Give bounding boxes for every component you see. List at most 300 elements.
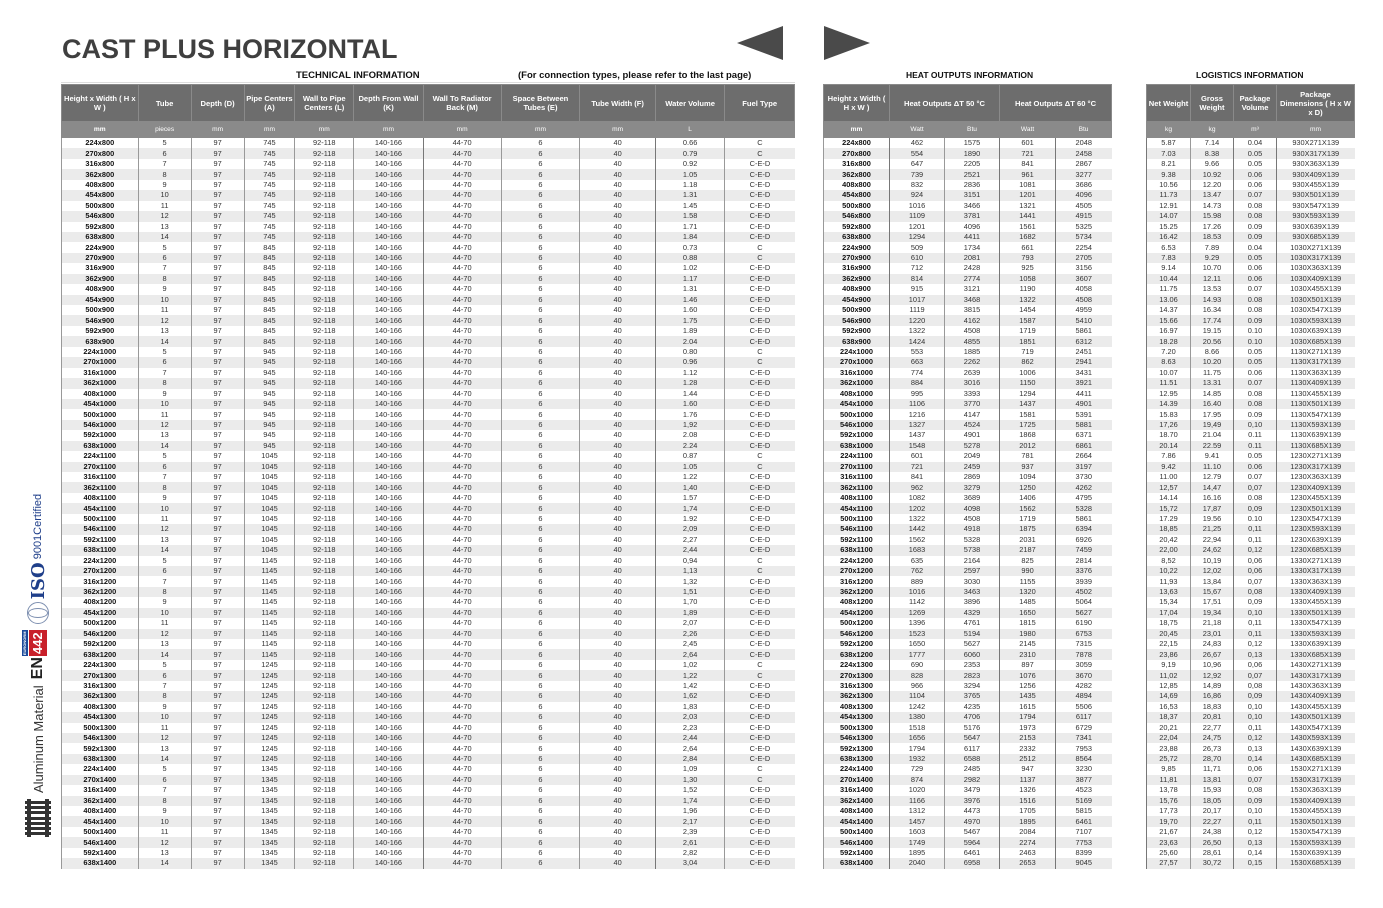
table-row	[62, 180, 795, 190]
table-row	[62, 806, 795, 816]
gross-weight-cell: 10,19	[1191, 556, 1234, 566]
size-cell: 500x800	[824, 201, 890, 211]
package-dimensions-cell: 930X639X139	[1277, 222, 1355, 232]
space-between-cell: 6	[501, 389, 580, 399]
package-volume-cell: 0,12	[1234, 545, 1277, 555]
fuel-type-cell: C	[725, 347, 795, 357]
table-row	[824, 743, 1112, 753]
watt-60-cell: 1256	[1000, 681, 1056, 691]
table-row	[62, 566, 795, 576]
wall-to-pipe-cell: 92-118	[295, 253, 354, 263]
fuel-type-cell: C-E-D	[725, 733, 795, 743]
gross-weight-cell: 14.93	[1191, 295, 1234, 305]
wall-to-pipe-cell: 92-118	[295, 295, 354, 305]
depth-cell: 97	[191, 295, 244, 305]
depth-cell: 97	[191, 639, 244, 649]
watt-60-cell: 1437	[1000, 399, 1056, 409]
table-row	[824, 274, 1112, 284]
wall-to-back-cell: 44-70	[423, 597, 501, 607]
package-volume-cell: 0,09	[1234, 796, 1277, 806]
pipe-centers-cell: 1345	[244, 764, 295, 774]
table-row	[62, 169, 795, 179]
fuel-type-cell: C-E-D	[725, 723, 795, 733]
space-between-cell: 6	[501, 649, 580, 659]
depth-from-wall-cell: 140-166	[354, 378, 424, 388]
size-cell: 316x800	[824, 159, 890, 169]
tube-width-cell: 40	[580, 524, 655, 534]
wall-to-pipe-cell: 92-118	[295, 785, 354, 795]
watt-60-cell: 1081	[1000, 180, 1056, 190]
tube-width-cell: 40	[580, 211, 655, 221]
table-row	[824, 253, 1112, 263]
size-cell: 316x1100	[824, 472, 890, 482]
wall-to-pipe-cell: 92-118	[295, 482, 354, 492]
unit-header: mm	[244, 122, 295, 138]
column-header: Net Weight	[1147, 85, 1191, 122]
space-between-cell: 6	[501, 587, 580, 597]
net-weight-cell: 10,22	[1147, 566, 1191, 576]
package-dimensions-cell: 930X547X139	[1277, 201, 1355, 211]
wall-to-pipe-cell: 92-118	[295, 389, 354, 399]
pipe-centers-cell: 1145	[244, 597, 295, 607]
depth-cell: 97	[191, 159, 244, 169]
package-volume-cell: 0.05	[1234, 347, 1277, 357]
depth-from-wall-cell: 140-166	[354, 389, 424, 399]
btu-60-cell: 4505	[1056, 201, 1112, 211]
net-weight-cell: 9.42	[1147, 462, 1191, 472]
table-row	[62, 462, 795, 472]
size-cell: 224x1200	[824, 556, 890, 566]
wall-to-pipe-cell: 92-118	[295, 472, 354, 482]
previous-page-arrow-icon[interactable]	[737, 26, 783, 60]
fuel-type-cell: C-E-D	[725, 263, 795, 273]
btu-50-cell: 2459	[945, 462, 1000, 472]
wall-to-pipe-cell: 92-118	[295, 816, 354, 826]
btu-50-cell: 2049	[945, 451, 1000, 461]
depth-from-wall-cell: 140-166	[354, 222, 424, 232]
watt-50-cell: 1220	[890, 315, 945, 325]
wall-to-back-cell: 44-70	[423, 305, 501, 315]
btu-50-cell: 1734	[945, 242, 1000, 252]
space-between-cell: 6	[501, 785, 580, 795]
fuel-type-cell: C-E-D	[725, 399, 795, 409]
space-between-cell: 6	[501, 253, 580, 263]
tube-width-cell: 40	[580, 336, 655, 346]
depth-cell: 97	[191, 462, 244, 472]
column-header: Height x Width ( H x W )	[62, 85, 139, 122]
table-row	[824, 764, 1112, 774]
wall-to-pipe-cell: 92-118	[295, 514, 354, 524]
btu-60-cell: 5506	[1056, 702, 1112, 712]
watt-50-cell: 690	[890, 660, 945, 670]
fuel-type-cell: C-E-D	[725, 232, 795, 242]
next-page-arrow-icon[interactable]	[824, 26, 870, 60]
fuel-type-cell: C	[725, 451, 795, 461]
tube-cell: 13	[138, 535, 191, 545]
table-row	[824, 608, 1112, 618]
water-volume-cell: 1,30	[655, 775, 725, 785]
btu-50-cell: 3030	[945, 576, 1000, 586]
package-dimensions-cell: 930X685X139	[1277, 232, 1355, 242]
depth-from-wall-cell: 140-166	[354, 629, 424, 639]
size-cell: 454x800	[824, 190, 890, 200]
fuel-type-cell: C-E-D	[725, 806, 795, 816]
btu-60-cell: 5734	[1056, 232, 1112, 242]
size-cell: 638x1200	[62, 649, 139, 659]
table-row	[1147, 347, 1355, 357]
tube-width-cell: 40	[580, 576, 655, 586]
space-between-cell: 6	[501, 295, 580, 305]
table-row	[62, 326, 795, 336]
fuel-type-cell: C-E-D	[725, 837, 795, 847]
depth-from-wall-cell: 140-166	[354, 357, 424, 367]
gross-weight-cell: 22,77	[1191, 723, 1234, 733]
fuel-type-cell: C-E-D	[725, 681, 795, 691]
btu-60-cell: 5815	[1056, 806, 1112, 816]
watt-60-cell: 2084	[1000, 827, 1056, 837]
gross-weight-cell: 14,47	[1191, 482, 1234, 492]
depth-cell: 97	[191, 681, 244, 691]
tube-cell: 8	[138, 691, 191, 701]
water-volume-cell: 1,32	[655, 576, 725, 586]
wall-to-pipe-cell: 92-118	[295, 347, 354, 357]
table-row	[1147, 357, 1355, 367]
size-cell: 224x1100	[824, 451, 890, 461]
fuel-type-cell: C-E-D	[725, 712, 795, 722]
watt-50-cell: 1322	[890, 326, 945, 336]
wall-to-pipe-cell: 92-118	[295, 159, 354, 169]
table-row	[1147, 670, 1355, 680]
net-weight-cell: 13.06	[1147, 295, 1191, 305]
wall-to-back-cell: 44-70	[423, 816, 501, 826]
gross-weight-cell: 16.34	[1191, 305, 1234, 315]
tube-cell: 5	[138, 764, 191, 774]
pipe-centers-cell: 1345	[244, 837, 295, 847]
watt-60-cell: 947	[1000, 764, 1056, 774]
depth-from-wall-cell: 140-166	[354, 284, 424, 294]
depth-from-wall-cell: 140-166	[354, 587, 424, 597]
table-row	[824, 357, 1112, 367]
size-cell: 270x900	[824, 253, 890, 263]
wall-to-back-cell: 44-70	[423, 545, 501, 555]
gross-weight-cell: 17,87	[1191, 503, 1234, 513]
table-row	[1147, 524, 1355, 534]
wall-to-pipe-cell: 92-118	[295, 775, 354, 785]
water-volume-cell: 2.08	[655, 430, 725, 440]
size-cell: 270x1200	[824, 566, 890, 576]
depth-cell: 97	[191, 222, 244, 232]
pipe-centers-cell: 945	[244, 430, 295, 440]
space-between-cell: 6	[501, 190, 580, 200]
tube-width-cell: 40	[580, 858, 655, 868]
water-volume-cell: 2,26	[655, 629, 725, 639]
fuel-type-cell: C-E-D	[725, 190, 795, 200]
package-volume-cell: 0,12	[1234, 639, 1277, 649]
watt-50-cell: 721	[890, 462, 945, 472]
water-volume-cell: 1.57	[655, 493, 725, 503]
size-cell: 592x1400	[62, 848, 139, 858]
watt-60-cell: 1815	[1000, 618, 1056, 628]
pipe-centers-cell: 1245	[244, 681, 295, 691]
btu-60-cell: 4894	[1056, 691, 1112, 701]
package-volume-cell: 0.06	[1234, 169, 1277, 179]
watt-60-cell: 1895	[1000, 816, 1056, 826]
pipe-centers-cell: 745	[244, 211, 295, 221]
size-cell: 408x1300	[62, 702, 139, 712]
btu-50-cell: 2639	[945, 368, 1000, 378]
tube-cell: 8	[138, 274, 191, 284]
btu-50-cell: 5964	[945, 837, 1000, 847]
pipe-centers-cell: 845	[244, 284, 295, 294]
btu-50-cell: 5176	[945, 723, 1000, 733]
btu-60-cell: 5169	[1056, 796, 1112, 806]
net-weight-cell: 15,72	[1147, 503, 1191, 513]
size-cell: 592x1100	[62, 535, 139, 545]
btu-60-cell: 2664	[1056, 451, 1112, 461]
watt-50-cell: 962	[890, 482, 945, 492]
table-row	[1147, 159, 1355, 169]
size-cell: 592x1300	[62, 743, 139, 753]
btu-60-cell: 6190	[1056, 618, 1112, 628]
wall-to-back-cell: 44-70	[423, 138, 501, 149]
package-dimensions-cell: 1030X409X139	[1277, 274, 1355, 284]
depth-from-wall-cell: 140-166	[354, 482, 424, 492]
net-weight-cell: 11.73	[1147, 190, 1191, 200]
depth-from-wall-cell: 140-166	[354, 430, 424, 440]
pipe-centers-cell: 1345	[244, 858, 295, 868]
btu-50-cell: 2353	[945, 660, 1000, 670]
fuel-type-cell: C	[725, 764, 795, 774]
watt-50-cell: 924	[890, 190, 945, 200]
package-dimensions-cell: 1130X317X139	[1277, 357, 1355, 367]
depth-from-wall-cell: 140-166	[354, 712, 424, 722]
tube-width-cell: 40	[580, 326, 655, 336]
water-volume-cell: 2,23	[655, 723, 725, 733]
package-dimensions-cell: 1230X455X139	[1277, 493, 1355, 503]
watt-60-cell: 1719	[1000, 326, 1056, 336]
space-between-cell: 6	[501, 462, 580, 472]
btu-60-cell: 3277	[1056, 169, 1112, 179]
table-row	[824, 190, 1112, 200]
depth-from-wall-cell: 140-166	[354, 420, 424, 430]
wall-to-back-cell: 44-70	[423, 796, 501, 806]
wall-to-pipe-cell: 92-118	[295, 733, 354, 743]
table-row	[1147, 253, 1355, 263]
btu-60-cell: 2705	[1056, 253, 1112, 263]
wall-to-pipe-cell: 92-118	[295, 566, 354, 576]
watt-60-cell: 1615	[1000, 702, 1056, 712]
tube-cell: 9	[138, 284, 191, 294]
water-volume-cell: 1.60	[655, 399, 725, 409]
package-dimensions-cell: 930X363X139	[1277, 159, 1355, 169]
tube-cell: 10	[138, 190, 191, 200]
watt-60-cell: 2031	[1000, 535, 1056, 545]
size-cell: 270x1300	[62, 670, 139, 680]
gross-weight-cell: 13.47	[1191, 190, 1234, 200]
gross-weight-cell: 10.20	[1191, 357, 1234, 367]
size-cell: 224x1400	[62, 764, 139, 774]
tube-cell: 8	[138, 796, 191, 806]
gross-weight-cell: 16,86	[1191, 691, 1234, 701]
btu-50-cell: 2823	[945, 670, 1000, 680]
package-dimensions-cell: 1130X593X139	[1277, 420, 1355, 430]
btu-50-cell: 4235	[945, 702, 1000, 712]
water-volume-cell: 1,51	[655, 587, 725, 597]
wall-to-pipe-cell: 92-118	[295, 222, 354, 232]
tube-width-cell: 40	[580, 556, 655, 566]
water-volume-cell: 2.24	[655, 441, 725, 451]
size-cell: 270x1400	[824, 775, 890, 785]
size-cell: 592x900	[824, 326, 890, 336]
gross-weight-cell: 13,84	[1191, 576, 1234, 586]
wall-to-back-cell: 44-70	[423, 691, 501, 701]
net-weight-cell: 20,21	[1147, 723, 1191, 733]
depth-cell: 97	[191, 723, 244, 733]
wall-to-back-cell: 44-70	[423, 649, 501, 659]
water-volume-cell: 0.66	[655, 138, 725, 149]
net-weight-cell: 16.42	[1147, 232, 1191, 242]
pipe-centers-cell: 945	[244, 389, 295, 399]
package-dimensions-cell: 1130X547X139	[1277, 409, 1355, 419]
depth-cell: 97	[191, 347, 244, 357]
wall-to-back-cell: 44-70	[423, 775, 501, 785]
fuel-type-cell: C-E-D	[725, 169, 795, 179]
size-cell: 408x1100	[824, 493, 890, 503]
tube-width-cell: 40	[580, 315, 655, 325]
size-cell: 270x1000	[62, 357, 139, 367]
wall-to-back-cell: 44-70	[423, 242, 501, 252]
package-dimensions-cell: 1530X685X139	[1277, 858, 1355, 868]
wall-to-pipe-cell: 92-118	[295, 201, 354, 211]
space-between-cell: 6	[501, 660, 580, 670]
btu-50-cell: 4524	[945, 420, 1000, 430]
package-dimensions-cell: 1130X455X139	[1277, 389, 1355, 399]
fuel-type-cell: C-E-D	[725, 201, 795, 211]
size-cell: 500x1000	[62, 409, 139, 419]
wall-to-back-cell: 44-70	[423, 514, 501, 524]
btu-50-cell: 5467	[945, 827, 1000, 837]
table-row	[1147, 597, 1355, 607]
depth-cell: 97	[191, 733, 244, 743]
table-row	[824, 556, 1112, 566]
watt-60-cell: 1875	[1000, 524, 1056, 534]
btu-50-cell: 4147	[945, 409, 1000, 419]
pipe-centers-cell: 945	[244, 378, 295, 388]
pipe-centers-cell: 1145	[244, 608, 295, 618]
gross-weight-cell: 11,71	[1191, 764, 1234, 774]
logistics-units-row	[1147, 122, 1355, 138]
depth-cell: 97	[191, 670, 244, 680]
btu-50-cell: 4098	[945, 503, 1000, 513]
package-volume-cell: 0.05	[1234, 357, 1277, 367]
depth-cell: 97	[191, 712, 244, 722]
wall-to-back-cell: 44-70	[423, 368, 501, 378]
column-header: Pipe Centers (A)	[244, 85, 295, 122]
fuel-type-cell: C-E-D	[725, 608, 795, 618]
depth-from-wall-cell: 140-166	[354, 274, 424, 284]
btu-50-cell: 2428	[945, 263, 1000, 273]
water-volume-cell: 0.87	[655, 451, 725, 461]
package-dimensions-cell: 1230X271X139	[1277, 451, 1355, 461]
tube-width-cell: 40	[580, 242, 655, 252]
unit-header: m³	[1234, 122, 1277, 138]
tube-cell: 10	[138, 608, 191, 618]
water-volume-cell: 1,13	[655, 566, 725, 576]
btu-60-cell: 5861	[1056, 514, 1112, 524]
wall-to-back-cell: 44-70	[423, 702, 501, 712]
btu-60-cell: 9045	[1056, 858, 1112, 868]
wall-to-back-cell: 44-70	[423, 618, 501, 628]
water-volume-cell: 1.02	[655, 263, 725, 273]
table-row	[62, 837, 795, 847]
watt-50-cell: 739	[890, 169, 945, 179]
table-row	[1147, 733, 1355, 743]
pipe-centers-cell: 1145	[244, 587, 295, 597]
column-header: Depth (D)	[191, 85, 244, 122]
pipe-centers-cell: 1045	[244, 493, 295, 503]
size-cell: 454x1400	[824, 816, 890, 826]
tube-width-cell: 40	[580, 430, 655, 440]
tube-width-cell: 40	[580, 305, 655, 315]
fuel-type-cell: C-E-D	[725, 441, 795, 451]
fuel-type-cell: C-E-D	[725, 785, 795, 795]
fuel-type-cell: C	[725, 462, 795, 472]
watt-60-cell: 2653	[1000, 858, 1056, 868]
watt-60-cell: 1794	[1000, 712, 1056, 722]
watt-50-cell: 1932	[890, 754, 945, 764]
unit-header: mm	[354, 122, 424, 138]
depth-from-wall-cell: 140-166	[354, 514, 424, 524]
column-header: Tube Width (F)	[580, 85, 655, 122]
wall-to-pipe-cell: 92-118	[295, 138, 354, 149]
package-volume-cell: 0,15	[1234, 858, 1277, 868]
water-volume-cell: 1.89	[655, 326, 725, 336]
fuel-type-cell: C-E-D	[725, 816, 795, 826]
tube-cell: 12	[138, 629, 191, 639]
package-dimensions-cell: 1230X317X139	[1277, 462, 1355, 472]
pipe-centers-cell: 945	[244, 399, 295, 409]
watt-50-cell: 729	[890, 764, 945, 774]
depth-cell: 97	[191, 576, 244, 586]
fuel-type-cell: C-E-D	[725, 796, 795, 806]
btu-60-cell: 4795	[1056, 493, 1112, 503]
btu-50-cell: 6461	[945, 848, 1000, 858]
wall-to-pipe-cell: 92-118	[295, 535, 354, 545]
logistics-header-row	[1147, 85, 1355, 122]
watt-50-cell: 1518	[890, 723, 945, 733]
watt-50-cell: 814	[890, 274, 945, 284]
watt-60-cell: 781	[1000, 451, 1056, 461]
wall-to-back-cell: 44-70	[423, 357, 501, 367]
table-row	[1147, 827, 1355, 837]
table-row	[62, 211, 795, 221]
watt-50-cell: 1437	[890, 430, 945, 440]
watt-60-cell: 1980	[1000, 629, 1056, 639]
tube-cell: 7	[138, 159, 191, 169]
water-volume-cell: 0.73	[655, 242, 725, 252]
pipe-centers-cell: 1145	[244, 629, 295, 639]
watt-60-cell: 1581	[1000, 409, 1056, 419]
gross-weight-cell: 18.53	[1191, 232, 1234, 242]
tube-width-cell: 40	[580, 357, 655, 367]
net-weight-cell: 14.39	[1147, 399, 1191, 409]
watt-50-cell: 1457	[890, 816, 945, 826]
watt-60-cell: 1076	[1000, 670, 1056, 680]
tube-width-cell: 40	[580, 138, 655, 149]
table-row	[824, 378, 1112, 388]
tube-width-cell: 40	[580, 389, 655, 399]
depth-from-wall-cell: 140-166	[354, 242, 424, 252]
